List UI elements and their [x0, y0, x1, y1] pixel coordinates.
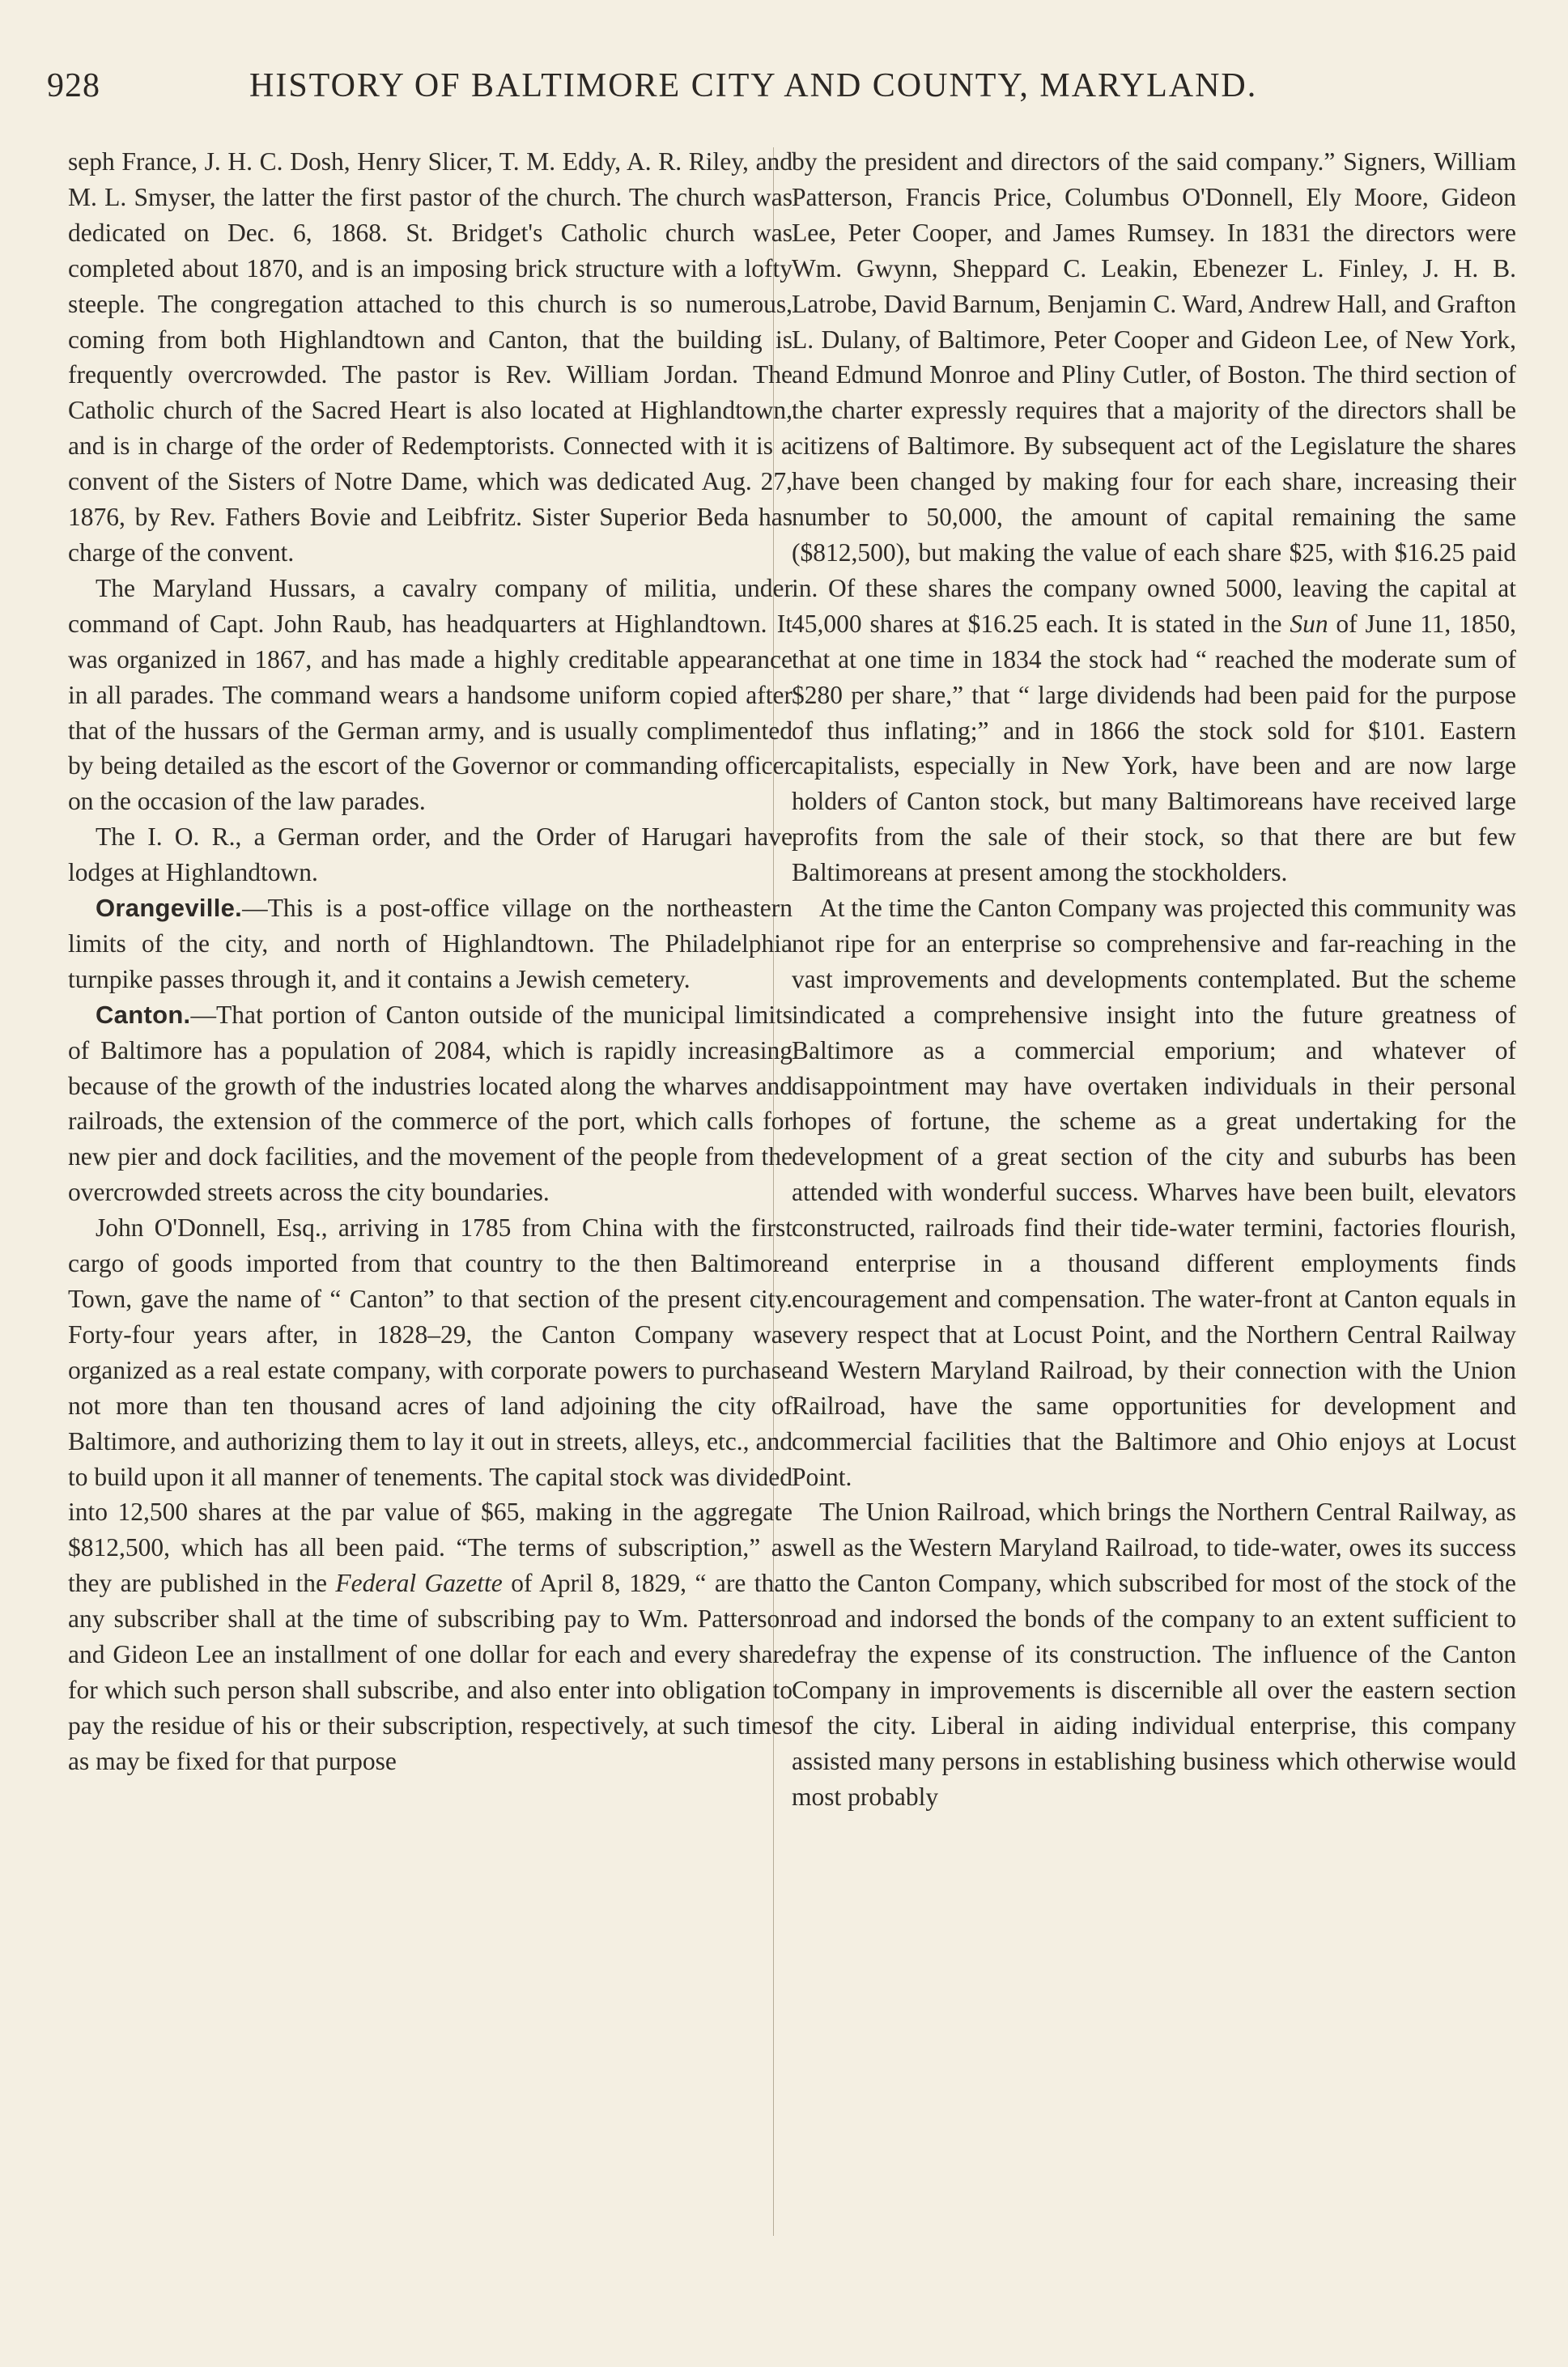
- page-number: 928: [47, 67, 100, 104]
- paragraph-maryland-hussars: The Maryland Hussars, a cavalry company of militia, under command of Capt. John Raub, has headquarters at Highlandtown. It was organized in 1867, and has made a highly creditable appearance in all parades. The command wears a handsome uniform copied after that of the hussars of the German army, and is usually complimented by being detailed as the escort of the Governor or commanding officer on the occasion of the law parades.: [68, 573, 792, 816]
- paragraph-churches: seph France, J. H. C. Dosh, Henry Slicer, T. M. Eddy, A. R. Riley, and M. L. Smyser, the latter the first pastor of the church. The church was dedicated on Dec. 6, 1868. St. Bridget's Catholic church was completed about 1870, and is an imposing brick structure with a lofty steeple. The congregation attached to this church is so numerous, coming from both Highlandtown and Canton, that the building is frequently overcrowded. The pastor is Rev. William Jordan. The Catholic church of the Sacred Heart is also located at Highlandtown, and is in charge of the order of Redemptorists. Connected with it is a convent of the Sisters of Notre Dame, which was dedicated Aug. 27, 1876, by Rev. Fathers Bovie and Leibfritz. Sister Superior Beda has charge of the convent.: [68, 147, 792, 567]
- publication-title-federal-gazette: Federal Gazette: [335, 1569, 503, 1598]
- paragraph-orangeville-text: —This is a post-office village on the northeastern limits of the city, and north of Highlandtown. The Philadelphia turnpike passes through it, and it contains a Jewish cemetery.: [68, 894, 792, 993]
- left-column: [68, 144, 792, 1779]
- paragraph-odonnell-text-a: John O'Donnell, Esq., arriving in 1785 from China with the first cargo of goods imported from that country to the then Baltimore Town, gave the name of “ Canton” to that section of the present city. Forty-four years after, in 1828–29, the Canton Company was organized as a real estate company, with corporate powers to purchase not more than ten thousand acres of land adjoining the city of Baltimore, and authorizing them to lay it out in streets, alleys, etc., and to build upon it all manner of tenements. The capital stock was divided into 12,500 shares at the par value of $65, making in the aggregate $812,500, which has all been paid. “The terms of subscription,” as they are published in the: [68, 1213, 792, 1598]
- right-column: [792, 144, 1516, 1815]
- paragraph-lodges: The I. O. R., a German order, and the Order of Harugari have lodges at Highlandtown.: [68, 822, 792, 887]
- paragraph-canton-company-projected: At the time the Canton Company was projected this community was not ripe for an enterprise so comprehensive and far-reaching in the vast improvements and developments contemplated. But the scheme indicated a comprehensive insight into the future greatness of Baltimore as a commercial emporium; and whatever of disappointment may have overtaken individuals in their personal hopes of fortune, the scheme as a great undertaking for the development of a great section of the city and suburbs has been attended with wonderful success. Wharves have been built, elevators constructed, railroads find their tide-water termini, factories flourish, and enterprise in a thousand different employments finds encouragement and compensation. The water-front at Canton equals in every respect that at Locust Point, and the Northern Central Railway and Western Maryland Railroad, by their connection with the Union Railroad, have the same opportunities for development and commercial facilities that the Baltimore and Ohio enjoys at Locust Point.: [792, 894, 1516, 1491]
- paragraph-directors-text-b: of June 11, 1850, that at one time in 1834 the stock had “ reached the moderate sum of $280 per share,” that “ large dividends had been paid for the purpose of thus inflating;” and in 1866 the stock sold for $101. Eastern capitalists, especially in New York, have been and are now large holders of Canton stock, but many Baltimoreans have received large profits from the sale of their stock, so that there are but few Baltimoreans at present among the stockholders.: [792, 609, 1516, 887]
- paragraph-odonnell: [68, 1210, 792, 1779]
- running-title: HISTORY OF BALTIMORE CITY AND COUNTY, MARYLAND.: [249, 67, 1258, 104]
- paragraph-directors-text-a: by the president and directors of the said company.” Signers, William Patterson, Francis Price, Columbus O'Donnell, Ely Moore, Gideon Lee, Peter Cooper, and James Rumsey. In 1831 the directors were Wm. Gwynn, Sheppard C. Leakin, Ebenezer L. Finley, J. H. B. Latrobe, David Barnum, Benjamin C. Ward, Andrew Hall, and Grafton L. Dulany, of Baltimore, Peter Cooper and Gideon Lee, of New York, and Edmund Monroe and Pliny Cutler, of Boston. The third section of the charter expressly requires that a majority of the directors shall be citizens of Baltimore. By subsequent act of the Legislature the shares have been changed by making four for each share, increasing their number to 50,000, the amount of capital remaining the same ($812,500), but making the value of each share $25, with $16.25 paid in. Of these shares the company owned 5000, leaving the capital at 45,000 shares at $16.25 each. It is stated in the: [792, 147, 1516, 638]
- paragraph-odonnell-text-b: of April 8, 1829, “ are that any subscriber shall at the time of subscribing pay to Wm. Patterson and Gideon Lee an installment of one dollar for each and every share for which such person shall subscribe, and also enter into obligation to pay the residue of his or their subscription, respectively, at such times as may be fixed for that purpose: [68, 1569, 793, 1775]
- paragraph-canton: [68, 997, 792, 1210]
- section-heading-canton: Canton.: [96, 1000, 191, 1029]
- paragraph-canton-text: —That portion of Canton outside of the municipal limits of Baltimore has a population of 2084, which is rapidly increasing because of the growth of the industries located along the wharves and railroads, the extension of the commerce of the port, which calls for new pier and dock facilities, and the movement of the people from the overcrowded streets across the city boundaries.: [68, 1000, 792, 1207]
- publication-title-sun: Sun: [1290, 609, 1328, 638]
- running-head: [47, 66, 1496, 115]
- paragraph-directors: [792, 144, 1516, 890]
- paragraph-orangeville: [68, 890, 792, 997]
- paragraph-union-railroad: The Union Railroad, which brings the Northern Central Railway, as well as the Western Maryland Railroad, to tide-water, owes its success to the Canton Company, which subscribed for most of the stock of the road and indorsed the bonds of the company to an extent sufficient to defray the expense of its construction. The influence of the Canton Company in improvements is discernible all over the eastern section of the city. Liberal in aiding individual enterprise, this company assisted many persons in establishing business which otherwise would most probably: [792, 1498, 1516, 1811]
- section-heading-orangeville: Orangeville.: [96, 894, 243, 923]
